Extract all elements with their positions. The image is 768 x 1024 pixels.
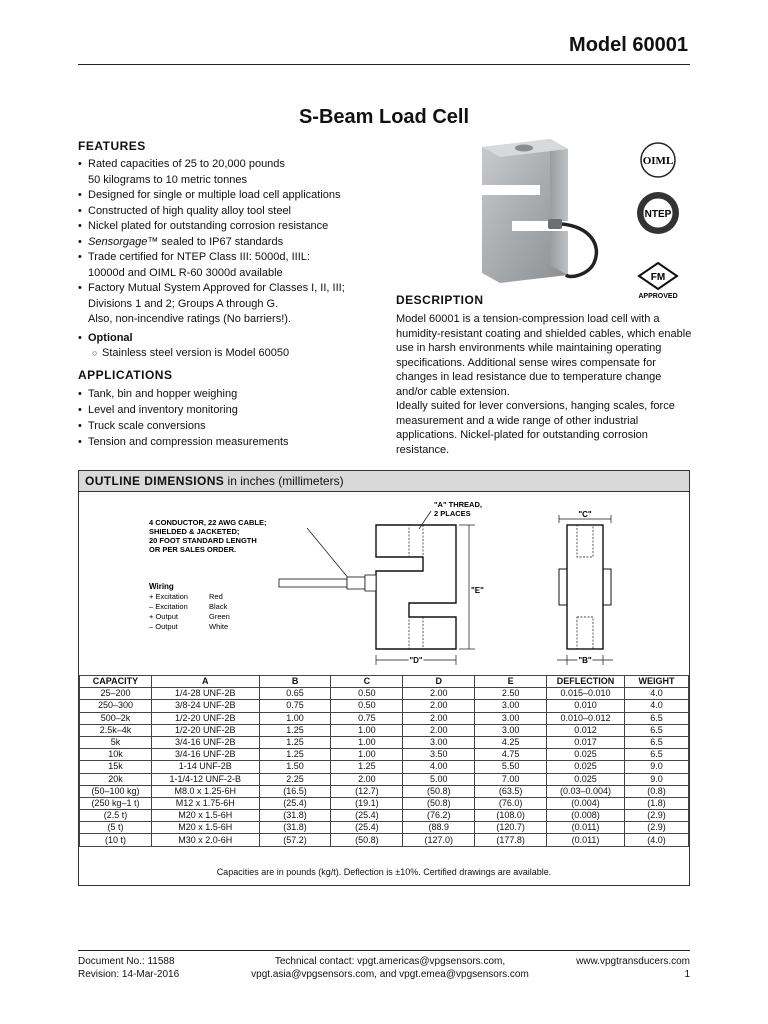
circle-icon: ○	[92, 348, 98, 358]
wiring-title: Wiring	[149, 582, 174, 591]
table-cell: (31.8)	[259, 822, 331, 834]
table-row	[80, 822, 689, 834]
table-cell: 2.25	[259, 773, 331, 785]
col-b: B	[259, 676, 331, 688]
svg-text:– Excitation: – Excitation	[149, 602, 188, 611]
col-e: E	[475, 676, 547, 688]
wiring-table	[149, 592, 230, 631]
col-capacity: CAPACITY	[80, 676, 152, 688]
table-cell: 2.5k–4k	[80, 724, 152, 736]
table-cell: 10k	[80, 749, 152, 761]
table-cell: (31.8)	[259, 810, 331, 822]
svg-text:OIML: OIML	[642, 155, 674, 167]
table-cell: 2.00	[403, 700, 475, 712]
table-cell: (1.8)	[624, 797, 688, 809]
table-row	[80, 834, 689, 846]
table-cell: (10 t)	[80, 834, 152, 846]
outline-drawing	[79, 493, 689, 673]
table-cell: (2.5 t)	[80, 810, 152, 822]
table-cell: (177.8)	[475, 834, 547, 846]
features-heading: FEATURES	[78, 139, 146, 153]
page-title: S-Beam Load Cell	[298, 106, 470, 128]
table-cell: 500–2k	[80, 712, 152, 724]
table-cell: 0.025	[547, 749, 625, 761]
table-cell: M30 x 2.0-6H	[151, 834, 259, 846]
table-cell: 1.00	[331, 749, 403, 761]
dimensions-table	[79, 675, 689, 847]
table-cell: (57.2)	[259, 834, 331, 846]
table-cell: 6.5	[624, 712, 688, 724]
table-body	[80, 688, 689, 846]
table-cell: 2.00	[403, 688, 475, 700]
table-cell: 3/8-24 UNF-2B	[151, 700, 259, 712]
outline-dimensions-panel	[78, 470, 690, 886]
table-cell: 3/4-16 UNF-2B	[151, 749, 259, 761]
table-cell: 2.00	[331, 773, 403, 785]
oiml-logo	[635, 140, 681, 180]
table-cell: 0.010	[547, 700, 625, 712]
table-cell: 6.5	[624, 749, 688, 761]
table-row	[80, 797, 689, 809]
table-cell: M12 x 1.75-6H	[151, 797, 259, 809]
table-cell: 5.00	[403, 773, 475, 785]
cable-note: 4 CONDUCTOR, 22 AWG CABLE; SHIELDED & JACKETED; 20 FOOT STANDARD LENGTH OR PER SALES ORDER.	[149, 518, 267, 554]
table-cell: (25.4)	[331, 810, 403, 822]
table-cell: 1.00	[259, 712, 331, 724]
table-cell: (120.7)	[475, 822, 547, 834]
table-row	[80, 785, 689, 797]
col-deflection: DEFLECTION	[547, 676, 625, 688]
svg-text:FM: FM	[650, 272, 666, 283]
table-cell: (2.9)	[624, 810, 688, 822]
table-cell: 1.25	[259, 736, 331, 748]
svg-text:+ Excitation: + Excitation	[149, 592, 188, 601]
outline-heading: OUTLINE DIMENSIONS in inches (millimeters)	[79, 471, 689, 492]
table-row	[80, 761, 689, 773]
footer-rule	[78, 950, 690, 951]
table-cell: (0.004)	[547, 797, 625, 809]
table-cell: 1.50	[259, 761, 331, 773]
table-cell: 1-1/4-12 UNF-2-B	[151, 773, 259, 785]
header-rule	[78, 64, 690, 65]
table-cell: 0.025	[547, 761, 625, 773]
table-row	[80, 810, 689, 822]
svg-text:+ Output: + Output	[149, 612, 178, 621]
svg-text:– Output: – Output	[149, 622, 178, 631]
table-cell: 4.0	[624, 700, 688, 712]
col-weight: WEIGHT	[624, 676, 688, 688]
description-paragraph: Ideally suited for lever conversions, hanging scales, force measurement and a wide range of other industrial applications. Nickel-plated for outstanding corrosion resistance.	[396, 400, 675, 456]
table-cell: (25.4)	[259, 797, 331, 809]
application-item: • Tank, bin and hopper weighing	[78, 386, 378, 402]
svg-text:APPROVED: APPROVED	[638, 293, 678, 300]
table-cell: 0.65	[259, 688, 331, 700]
table-row	[80, 712, 689, 724]
svg-text:"D": "D"	[409, 656, 423, 665]
table-cell: (127.0)	[403, 834, 475, 846]
table-cell: (12.7)	[331, 785, 403, 797]
table-cell: (50.8)	[403, 785, 475, 797]
table-cell: 0.012	[547, 724, 625, 736]
s-beam-side-view	[557, 510, 613, 665]
table-cell: 1/2-20 UNF-2B	[151, 724, 259, 736]
table-cell: 3.00	[475, 712, 547, 724]
table-cell: 2.00	[403, 724, 475, 736]
footer-doc-info: Document No.: 11588 Revision: 14-Mar-2016	[78, 956, 180, 980]
table-cell: (4.0)	[624, 834, 688, 846]
feature-item: • Factory Mutual System Approved for Classes I, II, III; Divisions 1 and 2; Groups A through G. Also, non-incendive ratings (No barriers!).	[78, 281, 378, 328]
table-cell: 0.017	[547, 736, 625, 748]
application-item: • Truck scale conversions	[78, 418, 378, 434]
svg-text:NTEP: NTEP	[644, 209, 672, 220]
table-cell: 20k	[80, 773, 152, 785]
table-cell: (76.2)	[403, 810, 475, 822]
table-cell: (5 t)	[80, 822, 152, 834]
table-cell: 4.75	[475, 749, 547, 761]
table-cell: (108.0)	[475, 810, 547, 822]
applications-list	[78, 386, 378, 450]
fm-approved-logo	[635, 262, 681, 300]
table-cell: (76.0)	[475, 797, 547, 809]
table-cell: (0.8)	[624, 785, 688, 797]
table-cell: (50–100 kg)	[80, 785, 152, 797]
svg-text:Red: Red	[209, 592, 223, 601]
table-cell: 6.5	[624, 724, 688, 736]
table-cell: 0.025	[547, 773, 625, 785]
table-cell: (25.4)	[331, 822, 403, 834]
table-cell: 3.00	[475, 700, 547, 712]
col-a: A	[151, 676, 259, 688]
table-cell: 6.5	[624, 736, 688, 748]
page-number: 1	[684, 969, 690, 980]
table-cell: 1.25	[259, 724, 331, 736]
table-cell: 2.00	[403, 712, 475, 724]
table-cell: (63.5)	[475, 785, 547, 797]
table-cell: 4.00	[403, 761, 475, 773]
table-cell: (250 kg–1 t)	[80, 797, 152, 809]
table-cell: 1/4-28 UNF-2B	[151, 688, 259, 700]
table-cell: 5.50	[475, 761, 547, 773]
table-row	[80, 773, 689, 785]
table-cell: 3/4-16 UNF-2B	[151, 736, 259, 748]
feature-item: • Nickel plated for outstanding corrosion resistance	[78, 219, 378, 235]
website-link[interactable]: www.vpgtransducers.com	[576, 956, 690, 967]
application-item: • Tension and compression measurements	[78, 434, 378, 450]
ntep-seal	[635, 190, 681, 236]
feature-item: • Sensorgage™ sealed to IP67 standards	[78, 235, 378, 251]
feature-item: • Rated capacities of 25 to 20,000 pounds 50 kilograms to 10 metric tonnes	[78, 157, 378, 188]
table-cell: (50.8)	[403, 797, 475, 809]
table-row	[80, 688, 689, 700]
table-cell: M20 x 1.5-6H	[151, 822, 259, 834]
feature-item: • Trade certified for NTEP Class III: 5000d, IIIL: 10000d and OIML R-60 3000d available	[78, 250, 378, 281]
applications-heading: APPLICATIONS	[78, 368, 173, 382]
table-cell: 0.015–0.010	[547, 688, 625, 700]
table-cell: 7.00	[475, 773, 547, 785]
table-cell: (2.9)	[624, 822, 688, 834]
features-list	[78, 157, 378, 362]
application-item: • Level and inventory monitoring	[78, 402, 378, 418]
table-row	[80, 749, 689, 761]
table-cell: 0.010–0.012	[547, 712, 625, 724]
col-d: D	[403, 676, 475, 688]
table-cell: 0.75	[331, 712, 403, 724]
table-header-row	[80, 676, 689, 688]
svg-text:"E": "E"	[471, 586, 484, 595]
table-cell: (16.5)	[259, 785, 331, 797]
table-cell: 0.75	[259, 700, 331, 712]
svg-text:"B": "B"	[578, 656, 592, 665]
table-cell: 9.0	[624, 761, 688, 773]
feature-item: • Designed for single or multiple load cell applications	[78, 188, 378, 204]
table-cell: (0.03–0.004)	[547, 785, 625, 797]
description-heading: DESCRIPTION	[396, 293, 484, 307]
table-cell: (88.9	[403, 822, 475, 834]
svg-text:"C": "C"	[578, 510, 592, 519]
table-row	[80, 736, 689, 748]
table-cell: 3.50	[403, 749, 475, 761]
load-cell-photo	[470, 135, 615, 285]
table-cell: 1.00	[331, 736, 403, 748]
table-cell: 3.00	[475, 724, 547, 736]
table-cell: M8.0 x 1.25-6H	[151, 785, 259, 797]
model-title: Model 60001	[569, 34, 688, 56]
table-cell: 1.25	[259, 749, 331, 761]
svg-text:Green: Green	[209, 612, 230, 621]
table-cell: M20 x 1.5-6H	[151, 810, 259, 822]
table-cell: 4.0	[624, 688, 688, 700]
table-cell: 1/2-20 UNF-2B	[151, 712, 259, 724]
svg-text:White: White	[209, 622, 229, 631]
table-cell: 3.00	[403, 736, 475, 748]
table-cell: 5k	[80, 736, 152, 748]
feature-item: • Optional	[78, 331, 378, 347]
description-paragraph: Model 60001 is a tension-compression load cell with a humidity-resistant coating and shielded cables, which enable use in harsh environments while maintaining operating specifications. Additional sense wires compensate for changes in lead resistance due to temperature change and/or cable extension.	[396, 313, 692, 398]
thread-note: "A" THREAD, 2 PLACES	[434, 500, 482, 518]
footer-contact: Technical contact: vpgt.americas@vpgsensors.com, vpgt.asia@vpgsensors.com, and vpgt.emea@vpgsensors.com	[251, 956, 529, 980]
table-row	[80, 724, 689, 736]
table-cell: 250–300	[80, 700, 152, 712]
table-cell: 1-14 UNF-2B	[151, 761, 259, 773]
s-beam-front-view	[376, 525, 456, 649]
table-cell: 0.50	[331, 688, 403, 700]
table-cell: 0.50	[331, 700, 403, 712]
table-cell: (50.8)	[331, 834, 403, 846]
table-cell: (0.008)	[547, 810, 625, 822]
table-note: Capacities are in pounds (kg/t). Deflection is ±10%. Certified drawings are available.	[216, 867, 552, 877]
table-cell: 1.25	[331, 761, 403, 773]
table-cell: 2.50	[475, 688, 547, 700]
col-c: C	[331, 676, 403, 688]
feature-item: • Constructed of high quality alloy tool steel	[78, 204, 378, 220]
table-cell: (0.011)	[547, 822, 625, 834]
table-cell: (0.011)	[547, 834, 625, 846]
table-cell: 25–200	[80, 688, 152, 700]
table-cell: (19.1)	[331, 797, 403, 809]
table-cell: 15k	[80, 761, 152, 773]
table-cell: 1.00	[331, 724, 403, 736]
footer-site	[576, 955, 690, 981]
table-cell: 9.0	[624, 773, 688, 785]
svg-text:Black: Black	[209, 602, 228, 611]
table-row	[80, 700, 689, 712]
table-cell: 4.25	[475, 736, 547, 748]
feature-subitem: ○ Stainless steel version is Model 60050	[78, 346, 378, 362]
